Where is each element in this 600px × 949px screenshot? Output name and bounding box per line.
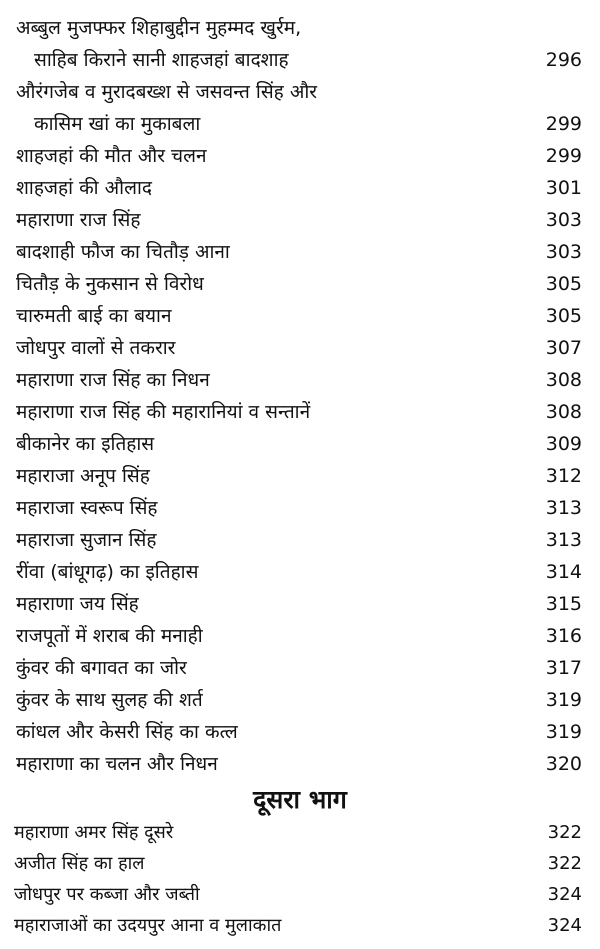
toc-entry-page: 308 [545,369,582,391]
toc-entry-title: चारुमती बाई का बयान [16,305,172,327]
toc-entry-page: 301 [545,177,582,199]
toc-entry-page: 322 [547,822,582,843]
toc-entry-page: 317 [545,657,582,679]
toc-entry-page: 312 [545,465,582,487]
section-heading: दूसरा भाग [253,785,347,814]
toc-entry-title: कुंवर की बगावत का जोर [16,657,187,679]
toc-entry [0,879,600,911]
toc-entry-title: महाराजा स्वरूप सिंह [16,497,158,519]
toc-entry-page: 315 [545,593,582,615]
toc-entry [0,76,600,108]
toc-entry-title: कांधल और केसरी सिंह का कत्ल [16,721,238,743]
toc-entry-page: 324 [547,884,582,905]
toc-entry-page: 303 [545,209,582,231]
toc-entry-title: महाराणा का चलन और निधन [16,753,218,775]
toc-entry-title: साहिब किराने सानी शाहजहां बादशाह [34,49,289,71]
toc-entry [0,332,600,364]
toc-entry-title: राजपूतों में शराब की मनाही [16,625,203,647]
toc-entry-title: शाहजहां की मौत और चलन [16,145,207,167]
toc-entry-page: 305 [545,273,582,295]
toc-entry-page: 313 [545,497,582,519]
toc-entry [0,204,600,236]
toc-entry [0,268,600,300]
toc-entry [0,364,600,396]
toc-entry-page: 299 [545,113,582,135]
toc-entry-title: महाराजा सुजान सिंह [16,529,157,551]
toc-entry-title: महाराणा राज सिंह की महारानियां व सन्तानें [16,401,311,423]
toc-entry-page: 299 [545,145,582,167]
toc-entry-page: 313 [545,529,582,551]
toc-entry-title: कुंवर के साथ सुलह की शर्त [16,689,203,711]
toc-entry-title: महाराजा अनूप सिंह [16,465,150,487]
toc-entry [0,848,600,880]
toc-entry [0,396,600,428]
toc-entry-title: रींवा (बांधूगढ़) का इतिहास [16,561,199,583]
toc-entry-title: महाराजाओं का उदयपुर आना व मुलाकात [14,915,282,936]
toc-entry [0,684,600,716]
toc-entry-page: 305 [545,305,582,327]
toc-entry-title: औरंगजेब व मुरादबख्श से जसवन्त सिंह और [16,81,318,103]
toc-entry [0,748,600,780]
toc-entry [0,300,600,332]
toc-entry-title: बादशाही फौज का चितौड़ आना [16,241,230,263]
toc-entry-page: 319 [545,721,582,743]
toc-entry-page: 307 [545,337,582,359]
toc-entry [0,108,600,140]
toc-entry-title: अजीत सिंह का हाल [14,853,145,874]
toc-entry [0,652,600,684]
toc-entry-page: 309 [545,433,582,455]
toc-entry-page: 296 [545,49,582,71]
toc-entry-page: 303 [545,241,582,263]
toc-entry [0,140,600,172]
toc-entry [0,492,600,524]
toc-entry-title: महाराणा राज सिंह [16,209,141,231]
toc-entry-page: 319 [545,689,582,711]
toc-entry [0,428,600,460]
toc-entry [0,236,600,268]
toc-entry-title: जोधपुर वालों से तकरार [16,337,176,359]
toc-entry [0,44,600,76]
toc-entry [0,172,600,204]
toc-entry [0,460,600,492]
toc-entry [0,524,600,556]
toc-entry-title: अब्बुल मुजफ्फर शिहाबुद्दीन मुहम्मद खुर्रम, [16,17,302,39]
toc-entry-title: महाराणा जय सिंह [16,593,139,615]
toc-entry-title: बीकानेर का इतिहास [16,433,155,455]
toc-entry-page: 316 [545,625,582,647]
toc-entry-title: महाराणा अमर सिंह दूसरे [14,822,174,843]
toc-entry [0,716,600,748]
toc-entry [0,12,600,44]
toc-entry [0,620,600,652]
toc-entry-page: 314 [545,561,582,583]
toc-entry-page: 322 [547,853,582,874]
toc-entry [0,910,600,942]
toc-entry-page: 320 [545,753,582,775]
toc-entry [0,556,600,588]
toc-entry-page: 324 [547,915,582,936]
toc-entry-title: कासिम खां का मुकाबला [34,113,201,135]
toc-entry-page: 308 [545,401,582,423]
toc-entry-title: चितौड़ के नुकसान से विरोध [16,273,204,295]
toc-entry-title: महाराणा राज सिंह का निधन [16,369,210,391]
toc-entry [0,588,600,620]
toc-entry [0,817,600,849]
toc-entry-title: शाहजहां की औलाद [16,177,152,199]
toc-entry-title: जोधपुर पर कब्जा और जब्ती [14,884,200,905]
